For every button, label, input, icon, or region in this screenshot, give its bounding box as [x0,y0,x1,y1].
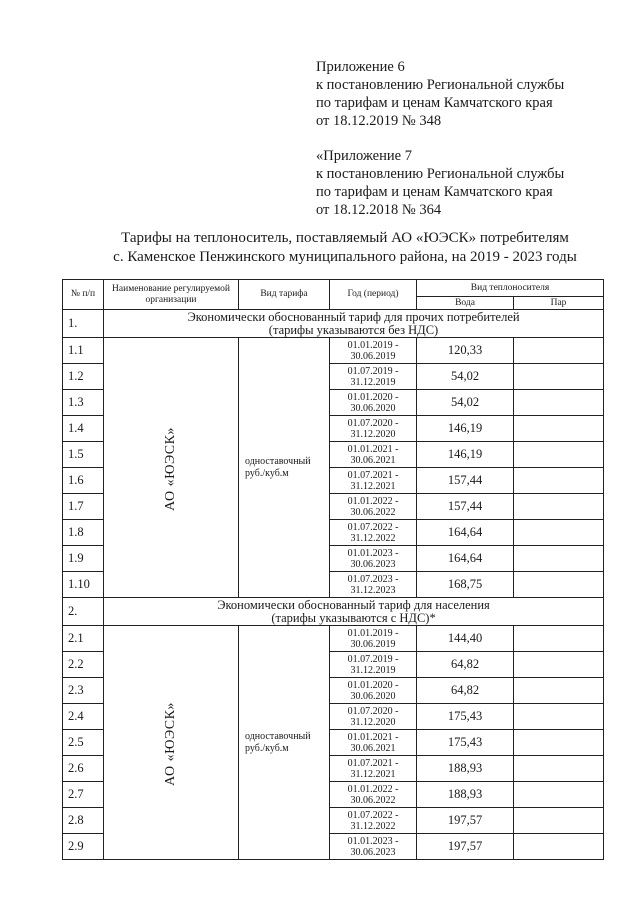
steam-tariff [514,442,604,468]
steam-tariff [514,364,604,390]
period-cell [330,338,417,364]
appendix-6-line: Приложение 6 [316,59,405,75]
period-end: 31.12.2021 [350,768,396,780]
section-number: 1. [63,310,104,338]
period-start: 01.07.2022 - [347,521,399,533]
water-tariff: 146,19 [417,442,514,468]
appendix-7-line: от 18.12.2018 № 364 [316,202,442,218]
period-cell [330,546,417,572]
period-start: 01.01.2019 - [347,339,399,351]
period-start: 01.01.2021 - [347,731,399,743]
period-end: 31.12.2019 [350,376,396,388]
water-tariff: 157,44 [417,468,514,494]
section-title-line: (тарифы указываются без НДС) [268,322,439,337]
water-tariff: 188,93 [417,756,514,782]
period-cell [330,756,417,782]
row-number: 1.6 [63,468,104,494]
period-start: 01.01.2019 - [347,627,399,639]
section-title-line: Экономически обоснованный тариф для населения [217,597,490,612]
organization-name: АО «ЮЭСК» [163,701,178,786]
period-cell [330,704,417,730]
tariff-kind-cell [239,338,330,598]
steam-tariff [514,626,604,652]
appendix-6-block [316,58,564,130]
water-tariff: 188,93 [417,782,514,808]
water-tariff: 54,02 [417,364,514,390]
document-title [95,229,595,267]
water-tariff: 175,43 [417,704,514,730]
steam-tariff [514,756,604,782]
tariff-unit: руб./куб.м [245,467,289,479]
period-end: 31.12.2022 [350,820,396,832]
period-cell [330,572,417,598]
water-tariff: 168,75 [417,572,514,598]
section-title-line: Экономически обоснованный тариф для прочих потребителей [187,309,520,324]
period-start: 01.01.2023 - [347,547,399,559]
row-number: 2.7 [63,782,104,808]
period-end: 30.06.2022 [350,794,396,806]
organization-cell [104,626,239,860]
row-number: 2.9 [63,834,104,860]
row-number: 1.10 [63,572,104,598]
water-tariff: 164,64 [417,546,514,572]
period-cell [330,782,417,808]
period-end: 30.06.2020 [350,402,396,414]
period-end: 31.12.2023 [350,584,396,596]
period-start: 01.07.2023 - [347,573,399,585]
water-tariff: 64,82 [417,678,514,704]
period-cell [330,730,417,756]
period-end: 30.06.2023 [350,558,396,570]
table-row [63,626,604,652]
row-number: 2.5 [63,730,104,756]
tariff-table [62,279,604,860]
table-body [63,310,604,860]
period-start: 01.07.2019 - [347,653,399,665]
section-title-line: (тарифы указываются с НДС)* [271,610,436,625]
period-cell [330,364,417,390]
row-number: 1.4 [63,416,104,442]
tariff-kind-cell [239,626,330,860]
steam-tariff [514,808,604,834]
tariff-kind: одноставочный [245,455,311,467]
tariff-unit: руб./куб.м [245,742,289,754]
organization-name: АО «ЮЭСК» [163,426,178,511]
period-start: 01.01.2020 - [347,679,399,691]
period-end: 31.12.2019 [350,664,396,676]
steam-tariff [514,468,604,494]
period-cell [330,834,417,860]
period-end: 30.06.2020 [350,690,396,702]
water-tariff: 54,02 [417,390,514,416]
organization-cell [104,338,239,598]
period-end: 30.06.2021 [350,742,396,754]
row-number: 2.2 [63,652,104,678]
period-end: 31.12.2020 [350,716,396,728]
appendix-6-line: к постановлению Региональной службы [316,77,565,93]
header-kind: Вид тарифа [239,280,330,310]
period-cell [330,626,417,652]
period-cell [330,494,417,520]
section-number: 2. [63,598,104,626]
section-row [63,598,604,626]
period-end: 30.06.2019 [350,350,396,362]
period-end: 31.12.2022 [350,532,396,544]
row-number: 1.2 [63,364,104,390]
steam-tariff [514,704,604,730]
steam-tariff [514,416,604,442]
row-number: 1.1 [63,338,104,364]
period-end: 30.06.2023 [350,846,396,858]
row-number: 2.4 [63,704,104,730]
water-tariff: 146,19 [417,416,514,442]
steam-tariff [514,494,604,520]
period-start: 01.01.2021 - [347,443,399,455]
steam-tariff [514,730,604,756]
period-cell [330,652,417,678]
water-tariff: 64,82 [417,652,514,678]
header-water: Вода [417,297,514,310]
header-num: № п/п [63,280,104,310]
water-tariff: 120,33 [417,338,514,364]
water-tariff: 197,57 [417,808,514,834]
row-number: 2.3 [63,678,104,704]
period-start: 01.07.2022 - [347,809,399,821]
tariff-kind: одноставочный [245,730,311,742]
header-period: Год (период) [330,280,417,310]
appendix-6-line: по тарифам и ценам Камчатского края [316,95,553,111]
period-end: 31.12.2020 [350,428,396,440]
period-start: 01.01.2022 - [347,783,399,795]
section-row [63,310,604,338]
water-tariff: 175,43 [417,730,514,756]
appendix-7-block [316,147,564,219]
steam-tariff [514,338,604,364]
period-start: 01.07.2021 - [347,757,399,769]
period-start: 01.07.2021 - [347,469,399,481]
period-start: 01.01.2023 - [347,835,399,847]
steam-tariff [514,572,604,598]
table-row [63,338,604,364]
header-carrier: Вид теплоносителя [417,280,604,297]
steam-tariff [514,834,604,860]
steam-tariff [514,652,604,678]
row-number: 1.3 [63,390,104,416]
water-tariff: 157,44 [417,494,514,520]
period-end: 31.12.2021 [350,480,396,492]
appendix-7-line: по тарифам и ценам Камчатского края [316,184,553,200]
appendix-7-line: «Приложение 7 [316,148,412,164]
header-steam: Пар [514,297,604,310]
row-number: 1.9 [63,546,104,572]
row-number: 1.5 [63,442,104,468]
period-cell [330,520,417,546]
steam-tariff [514,546,604,572]
title-line: Тарифы на теплоноситель, поставляемый АО «ЮЭСК» потребителям [121,230,569,246]
steam-tariff [514,678,604,704]
period-cell [330,468,417,494]
row-number: 1.7 [63,494,104,520]
period-cell [330,808,417,834]
period-start: 01.07.2020 - [347,417,399,429]
period-start: 01.07.2020 - [347,705,399,717]
appendix-6-line: от 18.12.2019 № 348 [316,113,442,129]
steam-tariff [514,782,604,808]
water-tariff: 197,57 [417,834,514,860]
appendix-7-line: к постановлению Региональной службы [316,166,565,182]
row-number: 2.8 [63,808,104,834]
steam-tariff [514,390,604,416]
row-number: 2.6 [63,756,104,782]
steam-tariff [514,520,604,546]
water-tariff: 144,40 [417,626,514,652]
water-tariff: 164,64 [417,520,514,546]
row-number: 1.8 [63,520,104,546]
title-line: с. Каменское Пенжинского муниципального района, на 2019 - 2023 годы [113,249,577,265]
header-org: Наименование регулируемой организации [104,280,239,310]
period-cell [330,678,417,704]
period-cell [330,390,417,416]
period-start: 01.01.2020 - [347,391,399,403]
period-end: 30.06.2019 [350,638,396,650]
row-number: 2.1 [63,626,104,652]
period-end: 30.06.2022 [350,506,396,518]
period-start: 01.01.2022 - [347,495,399,507]
period-cell [330,416,417,442]
period-end: 30.06.2021 [350,454,396,466]
section-title [104,598,604,626]
period-start: 01.07.2019 - [347,365,399,377]
section-title [104,310,604,338]
period-cell [330,442,417,468]
